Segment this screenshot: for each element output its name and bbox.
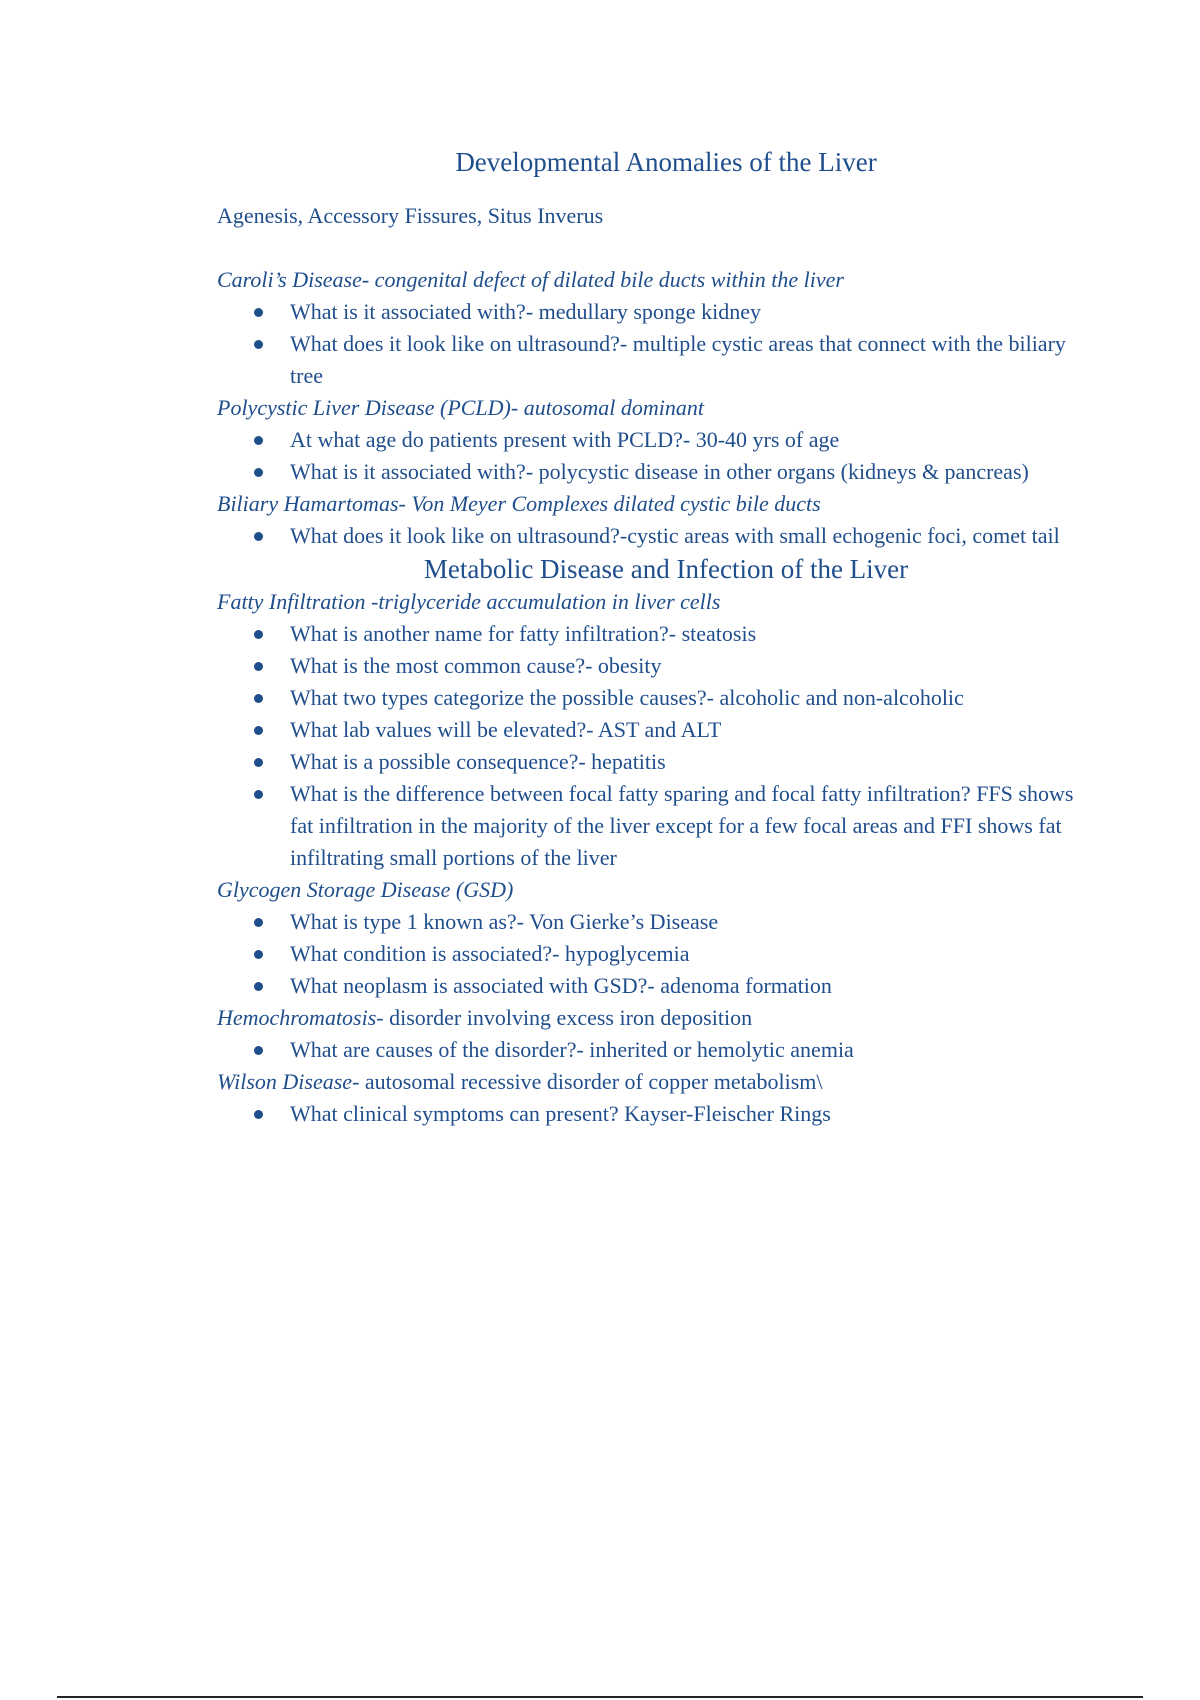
list-biliary [217,520,1087,552]
list-item-text: What is a possible consequence?- hepatitis [290,749,666,774]
topic-fatty-infiltration [217,586,1087,618]
bullet-icon [254,662,263,671]
bullet-icon [254,790,263,799]
bullet-icon [254,436,263,445]
topic-biliary-text: Biliary Hamartomas- Von Meyer Complexes dilated cystic bile ducts [217,491,821,516]
list-item [217,714,1087,746]
page-bottom-rule [57,1696,1143,1698]
list-wilson [217,1098,1087,1130]
topic-wilson-italic: Wilson Disease [217,1069,353,1094]
list-item-text: What is it associated with?- medullary sponge kidney [290,299,762,324]
topic-hemochromatosis [217,1002,1087,1034]
list-item-text: What condition is associated?- hypoglycemia [290,941,690,966]
list-item-text: What lab values will be elevated?- AST and ALT [290,717,722,742]
list-item-text: What is it associated with?- polycystic disease in other organs (kidneys & pancreas) [290,459,1029,484]
list-pcld [217,424,1087,488]
list-item [217,618,1087,650]
list-gsd [217,906,1087,1002]
topic-wilson [217,1066,1087,1098]
bullet-icon [254,308,263,317]
list-item [217,296,1087,328]
list-item-text: What clinical symptoms can present? Kayser-Fleischer Rings [290,1101,831,1126]
list-item-text: What does it look like on ultrasound?- multiple cystic areas that connect with the biliary tree [290,331,1066,388]
bullet-icon [254,982,263,991]
intro-line: Agenesis, Accessory Fissures, Situs Inverus [217,203,604,228]
list-item [217,1098,1087,1130]
topic-hemo-rest: - disorder involving excess iron deposition [376,1005,753,1030]
bullet-icon [254,468,263,477]
topic-gsd-text: Glycogen Storage Disease (GSD) [217,877,514,902]
topic-caroli-text: Caroli’s Disease- congenital defect of dilated bile ducts within the liver [217,267,844,292]
topic-caroli [217,264,1087,296]
bullet-icon [254,726,263,735]
list-caroli [217,296,1087,392]
bullet-icon [254,1046,263,1055]
list-item [217,328,1087,392]
bullet-icon [254,1110,263,1119]
topic-fatty-text: Fatty Infiltration -triglyceride accumulation in liver cells [217,589,721,614]
list-hemo [217,1034,1087,1066]
list-item [217,682,1087,714]
list-item-text: At what age do patients present with PCLD?- 30-40 yrs of age [290,427,840,452]
topic-biliary-hamartomas [217,488,1087,520]
bullet-icon [254,950,263,959]
heading-metabolic-disease: Metabolic Disease and Infection of the Liver [423,554,909,584]
list-item-text: What is the most common cause?- obesity [290,653,662,678]
list-item [217,520,1087,552]
list-item-text: What two types categorize the possible causes?- alcoholic and non-alcoholic [290,685,964,710]
list-item-text: What are causes of the disorder?- inherited or hemolytic anemia [290,1037,854,1062]
list-item-text: What is the difference between focal fatty sparing and focal fatty infiltration? FFS shows fat infiltration in the majority of the liver except for a few focal areas and FFI shows fat infiltrating small portions of the liver [290,781,1074,870]
list-item-text: What neoplasm is associated with GSD?- adenoma formation [290,973,832,998]
list-item [217,424,1087,456]
list-item [217,906,1087,938]
bullet-icon [254,340,263,349]
list-item [217,456,1087,488]
list-item [217,650,1087,682]
list-item-text: What does it look like on ultrasound?-cystic areas with small echogenic foci, comet tail [290,523,1060,548]
document-page [217,140,1087,1130]
bullet-icon [254,758,263,767]
list-item [217,938,1087,970]
list-item [217,778,1087,874]
topic-wilson-rest: - autosomal recessive disorder of copper metabolism\ [352,1069,823,1094]
list-item-text: What is another name for fatty infiltration?- steatosis [290,621,757,646]
list-fatty [217,618,1087,874]
topic-pcld-text: Polycystic Liver Disease (PCLD)- autosomal dominant [217,395,704,420]
topic-gsd [217,874,1087,906]
list-item [217,1034,1087,1066]
topic-pcld [217,392,1087,424]
bullet-icon [254,532,263,541]
bullet-icon [254,694,263,703]
bullet-icon [254,630,263,639]
list-item [217,970,1087,1002]
list-item [217,746,1087,778]
list-item-text: What is type 1 known as?- Von Gierke’s Disease [290,909,719,934]
heading-developmental-anomalies: Developmental Anomalies of the Liver [455,147,877,177]
topic-hemo-italic: Hemochromatosis [217,1005,377,1030]
bullet-icon [254,918,263,927]
